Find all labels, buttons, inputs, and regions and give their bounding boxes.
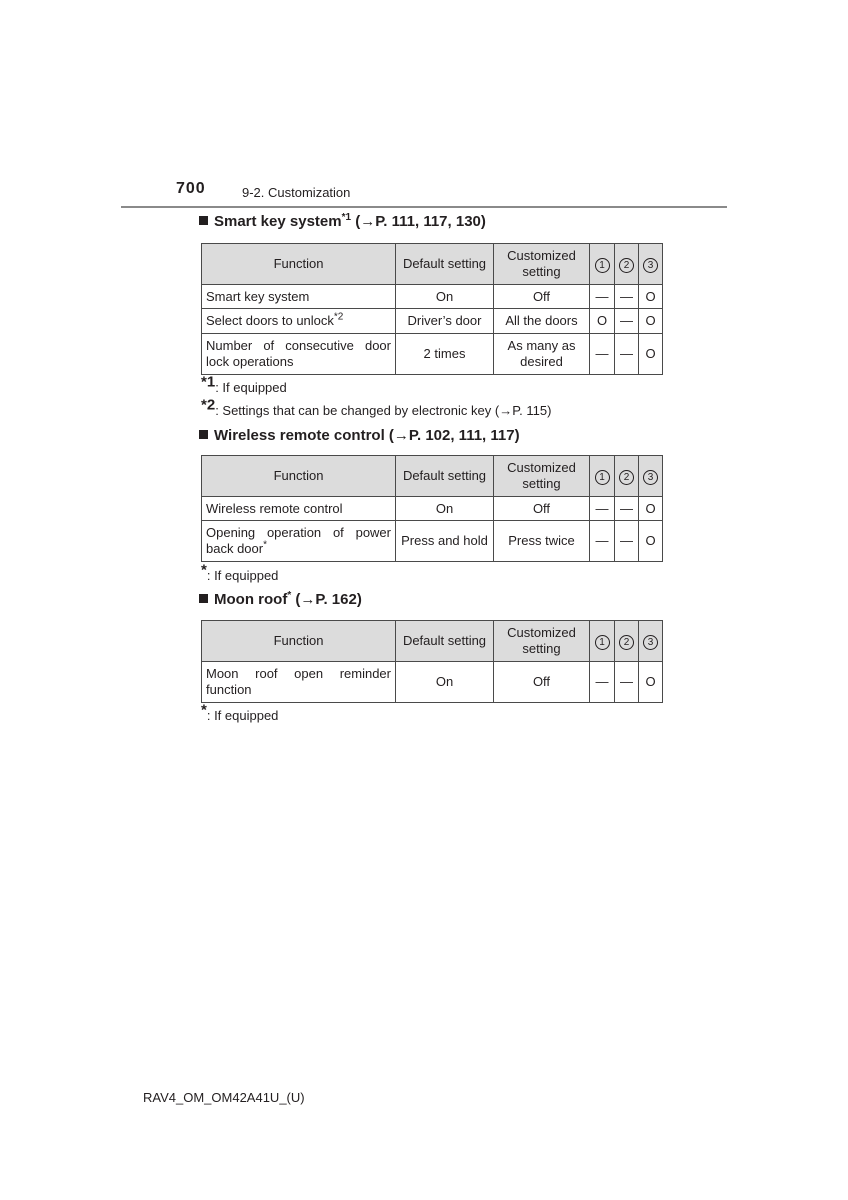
column-default: Default setting: [396, 244, 494, 285]
column-1: [590, 456, 615, 497]
table-header-row: [202, 456, 663, 497]
footnote-mark: *: [263, 539, 267, 551]
cell-3: O: [639, 521, 663, 562]
column-1: [590, 244, 615, 285]
circled-number-3-icon: 3: [643, 470, 658, 485]
footnote-mark: *2: [201, 396, 216, 414]
cell-customized: Press twice: [494, 521, 590, 562]
cell-default: On: [396, 285, 494, 309]
footnote-wireless: [201, 561, 279, 583]
column-function: Function: [202, 244, 396, 285]
circled-number-3-icon: 3: [643, 258, 658, 273]
column-default: Default setting: [396, 456, 494, 497]
circled-number-2-icon: 2: [619, 635, 634, 650]
cell-2: —: [615, 662, 639, 703]
cell-1: —: [590, 285, 615, 309]
cell-1: —: [590, 334, 615, 375]
footnote-mark: *1: [201, 373, 216, 391]
cell-customized: Off: [494, 285, 590, 309]
cell-customized: Off: [494, 662, 590, 703]
cell-function: [202, 662, 396, 703]
section-title: 9-2. Customization: [242, 185, 351, 200]
table-header-row: [202, 621, 663, 662]
cell-3: O: [639, 662, 663, 703]
cell-2: —: [615, 309, 639, 334]
footnote-mark: *: [201, 561, 207, 579]
heading-wireless-remote: [199, 427, 520, 444]
cell-3: O: [639, 497, 663, 521]
cell-2: —: [615, 521, 639, 562]
table-row: [202, 662, 663, 703]
cell-function: [202, 497, 396, 521]
footer-code: RAV4_OM_OM42A41U_(U): [143, 1090, 305, 1105]
heading-title: Wireless remote control: [214, 427, 385, 444]
column-customized: Customized setting: [494, 244, 590, 285]
column-3: [639, 456, 663, 497]
cell-default: Press and hold: [396, 521, 494, 562]
table-row: [202, 285, 663, 309]
column-2: [615, 621, 639, 662]
function-text: Moon roof open reminder function: [206, 666, 391, 697]
cell-function: [202, 285, 396, 309]
column-2: [615, 456, 639, 497]
cell-customized: All the doors: [494, 309, 590, 334]
footnote-text: : If equipped: [206, 708, 279, 723]
cell-customized: Off: [494, 497, 590, 521]
cell-default: 2 times: [396, 334, 494, 375]
page-reference: (→P. 162): [295, 591, 362, 608]
column-customized: Customized setting: [494, 621, 590, 662]
footnote-2: [201, 396, 552, 418]
table-header-row: [202, 244, 663, 285]
table-smart-key: [201, 243, 663, 375]
footnote-mark: *: [287, 590, 292, 601]
page-reference: (→P. 111, 117, 130): [355, 213, 486, 230]
square-bullet-icon: [199, 430, 208, 439]
function-text: Wireless remote control: [206, 500, 343, 516]
function-text: Select doors to unlock: [206, 313, 334, 328]
cell-default: On: [396, 497, 494, 521]
column-1: [590, 621, 615, 662]
function-text: Smart key system: [206, 288, 310, 304]
column-function: Function: [202, 456, 396, 497]
cell-2: —: [615, 285, 639, 309]
heading-smart-key: [199, 213, 486, 230]
footnote-text: : If equipped: [215, 380, 287, 395]
table-row: [202, 497, 663, 521]
footnote-mark: *1: [341, 212, 352, 223]
column-function: Function: [202, 621, 396, 662]
column-2: [615, 244, 639, 285]
cell-function: [202, 309, 396, 334]
heading-title: Moon roof: [214, 591, 288, 608]
cell-1: —: [590, 521, 615, 562]
cell-3: O: [639, 334, 663, 375]
footnote-mark: *2: [333, 311, 344, 323]
function-text: Opening operation of power back door: [206, 525, 391, 556]
heading-title: Smart key system: [214, 213, 342, 230]
table-row: [202, 334, 663, 375]
square-bullet-icon: [199, 594, 208, 603]
circled-number-2-icon: 2: [619, 258, 634, 273]
table-row: [202, 309, 663, 334]
page-reference: (→P. 102, 111, 117): [388, 427, 520, 444]
cell-2: —: [615, 497, 639, 521]
heading-moon-roof: [199, 591, 362, 608]
footnote-text: : Settings that can be changed by electronic key (→P. 115): [215, 403, 552, 418]
circled-number-1-icon: 1: [595, 258, 610, 273]
cell-2: —: [615, 334, 639, 375]
cell-1: —: [590, 497, 615, 521]
footnote-moon-roof: [201, 701, 279, 723]
column-customized: Customized setting: [494, 456, 590, 497]
cell-function: [202, 334, 396, 375]
column-3: [639, 621, 663, 662]
table-wireless-remote: [201, 455, 663, 562]
circled-number-3-icon: 3: [643, 635, 658, 650]
square-bullet-icon: [199, 216, 208, 225]
cell-3: O: [639, 309, 663, 334]
table-row: [202, 521, 663, 562]
header-rule: [121, 206, 727, 208]
column-3: [639, 244, 663, 285]
cell-3: O: [639, 285, 663, 309]
table-moon-roof: [201, 620, 663, 703]
cell-function: [202, 521, 396, 562]
page-number: 700: [176, 180, 206, 197]
cell-default: On: [396, 662, 494, 703]
circled-number-2-icon: 2: [619, 470, 634, 485]
circled-number-1-icon: 1: [595, 635, 610, 650]
footnote-mark: *: [201, 701, 207, 719]
function-text: Number of consecutive door lock operations: [206, 338, 391, 369]
cell-1: —: [590, 662, 615, 703]
cell-1: O: [590, 309, 615, 334]
footnote-text: : If equipped: [206, 568, 279, 583]
column-default: Default setting: [396, 621, 494, 662]
footnote-1: [201, 373, 287, 395]
cell-default: Driver’s door: [396, 309, 494, 334]
cell-customized: As many as desired: [494, 334, 590, 375]
circled-number-1-icon: 1: [595, 470, 610, 485]
